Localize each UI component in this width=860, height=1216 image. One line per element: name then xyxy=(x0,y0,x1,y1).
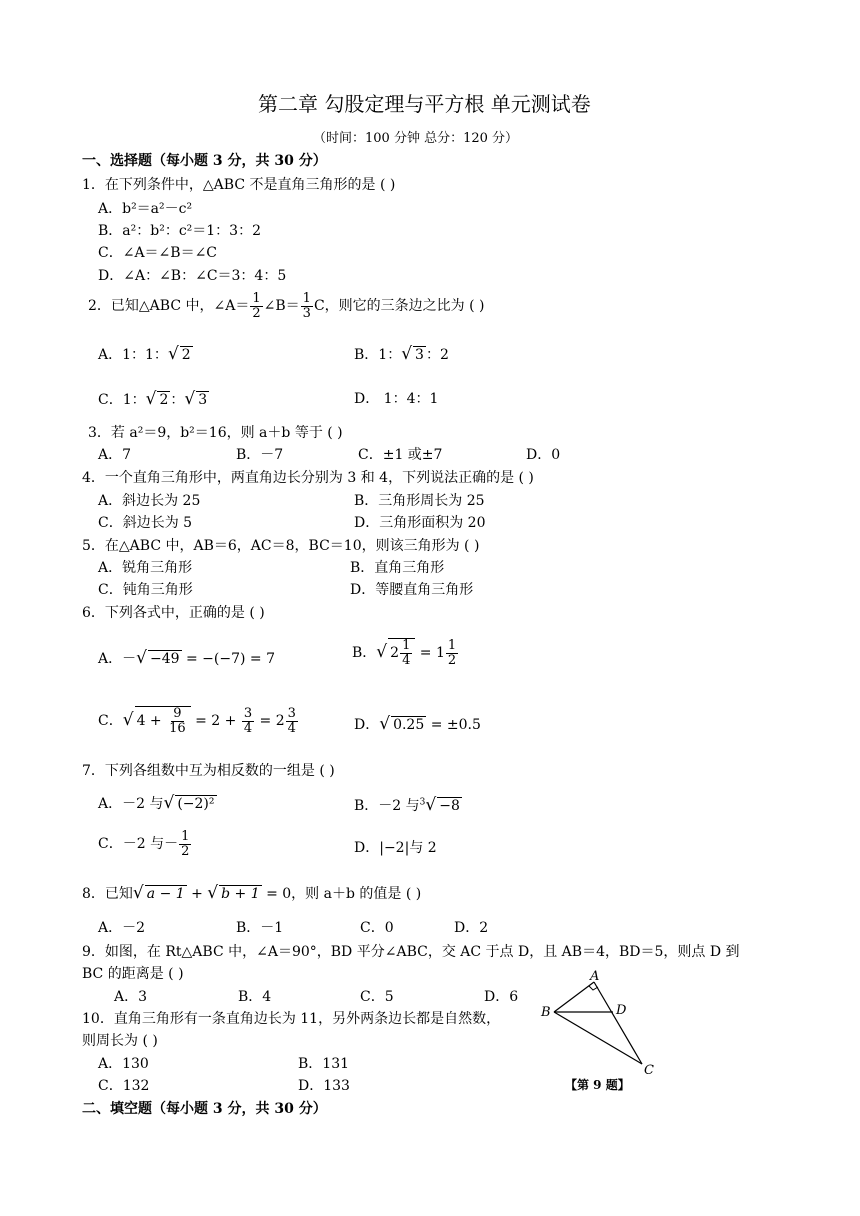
option-c: C．1：√ 2 ：√ 3 xyxy=(98,389,208,409)
option-b: B．－7 xyxy=(236,447,284,463)
option-c: C．√ 4 + $\frac{9}{16}$ = 2 + $\frac{3}{4}$ = 2 $\frac{3}{4}$ xyxy=(98,706,296,736)
question-stem: 4．一个直角三角形中，两直角边长分别为 3 和 4，下列说法正确的是 ( ) xyxy=(82,470,534,486)
question-stem: 6．下列各式中，正确的是 ( ) xyxy=(82,605,265,621)
option-d: D．6 xyxy=(484,989,519,1005)
question-stem-line2: 则周长为 ( ) xyxy=(82,1033,158,1049)
section-heading-choice: 一、选择题（每小题 3 分，共 30 分） xyxy=(82,153,327,169)
option-c: C．±1 或±7 xyxy=(358,447,443,463)
option-b: B．－1 xyxy=(236,920,284,936)
question-stem-line2: BC 的距离是 ( ) xyxy=(82,966,184,982)
option-a: A．1：1：√ 2 xyxy=(98,344,191,364)
option-d: D．等腰直角三角形 xyxy=(350,582,474,598)
option-a: A．b²＝a²－c² xyxy=(98,201,193,217)
option-a: A．斜边长为 25 xyxy=(98,493,201,509)
question-stem-line1: 10．直角三角形有一条直角边长为 11，另外两条边长都是自然数， xyxy=(82,1011,501,1027)
segment-bc xyxy=(554,1012,642,1064)
question-stem: 7．下列各组数中互为相反数的一组是 ( ) xyxy=(82,763,335,779)
option-a: A．7 xyxy=(98,447,132,463)
option-c: C．∠A＝∠B＝∠C xyxy=(98,245,218,261)
vertex-label-a: A xyxy=(590,969,600,984)
option-a: A．－√ −49 = −(−7) = 7 xyxy=(98,648,275,668)
option-c: C．0 xyxy=(360,920,394,936)
option-a: A．3 xyxy=(114,989,148,1005)
option-b: B．a²：b²：c²＝1：3：2 xyxy=(98,223,261,239)
segment-ab xyxy=(554,982,594,1012)
question-stem: 5．在△ABC 中，AB＝6，AC＝8，BC＝10，则该三角形为 ( ) xyxy=(82,538,480,554)
question-stem: 1．在下列条件中，△ABC 不是直角三角形的是 ( ) xyxy=(82,177,396,193)
section-heading-fill: 二、填空题（每小题 3 分，共 30 分） xyxy=(82,1101,327,1117)
option-a: A．－2 与√ (−2)² xyxy=(98,793,215,813)
question-stem: 8．已知√ a − 1 + √ b + 1 = 0，则 a＋b 的值是 ( ) xyxy=(82,883,422,903)
option-d: D．∠A：∠B：∠C＝3：4：5 xyxy=(98,268,287,284)
exam-info: （时间：100 分钟 总分：120 分） xyxy=(313,131,519,146)
option-c: C．132 xyxy=(98,1078,150,1094)
option-d: D． 1：4：1 xyxy=(354,391,439,407)
option-d: D．2 xyxy=(454,920,489,936)
option-b: B．131 xyxy=(298,1056,350,1072)
option-a: A．锐角三角形 xyxy=(98,560,193,576)
option-c: C．钝角三角形 xyxy=(98,582,193,598)
figure-caption: 【第 9 题】 xyxy=(565,1078,630,1092)
option-b: B．－2 与$^3$√ −8 xyxy=(354,795,460,815)
option-d: D．三角形面积为 20 xyxy=(354,515,486,531)
question-stem: 3．若 a²＝9，b²＝16，则 a＋b 等于 ( ) xyxy=(88,425,343,441)
option-c: C．斜边长为 5 xyxy=(98,515,193,531)
vertex-label-b: B xyxy=(541,1005,551,1020)
option-d: D．|−2|与 2 xyxy=(354,840,437,856)
option-c: C．5 xyxy=(360,989,394,1005)
option-a: A．－2 xyxy=(98,920,146,936)
option-d: D．0 xyxy=(526,447,561,463)
option-b: B．√ 2 $\frac{1}{4}$ = 1 $\frac{1}{2}$ xyxy=(352,638,457,668)
option-b: B．4 xyxy=(238,989,272,1005)
option-d: D．√ 0.25 = ±0.5 xyxy=(354,714,481,734)
option-d: D．133 xyxy=(298,1078,350,1094)
page-title: 第二章 勾股定理与平方根 单元测试卷 xyxy=(258,92,591,116)
option-b: B．1：√ 3 ：2 xyxy=(354,344,449,364)
option-c: C．－2 与－ $\frac{1}{2}$ xyxy=(98,829,190,859)
question-stem-line1: 9．如图，在 Rt△ABC 中，∠A＝90°，BD 平分∠ABC，交 AC 于点 D，且 AB＝4，BD＝5，则点 D 到 xyxy=(82,944,740,960)
vertex-label-c: C xyxy=(644,1063,654,1078)
segment-ac xyxy=(594,982,642,1064)
option-b: B．直角三角形 xyxy=(350,560,445,576)
question-stem: 2．已知△ABC 中，∠A＝ $\frac{1}{2}$ ∠B＝ $\frac{1}{3}$ C，则它的三条边之比为 ( ) xyxy=(88,291,485,321)
option-b: B．三角形周长为 25 xyxy=(354,493,485,509)
vertex-label-d: D xyxy=(616,1003,627,1018)
option-a: A．130 xyxy=(98,1056,149,1072)
